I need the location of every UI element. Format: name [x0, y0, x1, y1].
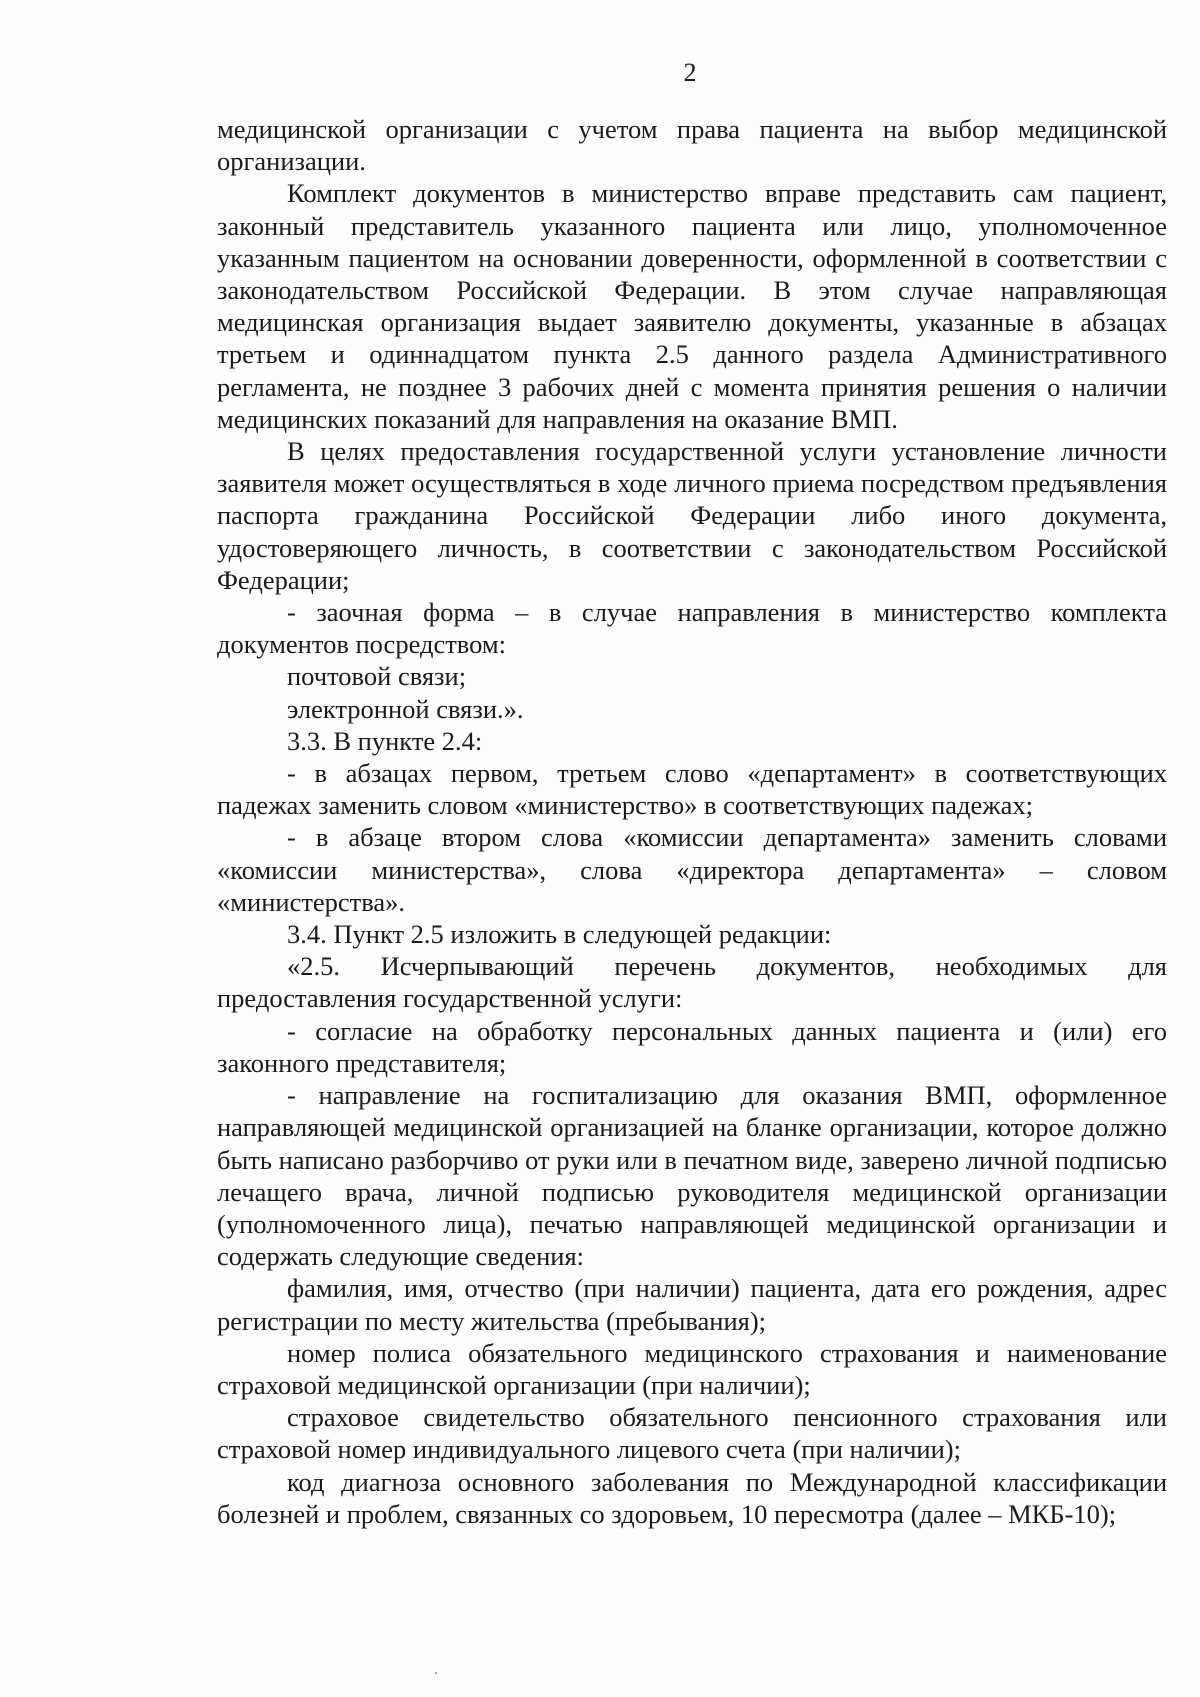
section-heading-3-4: 3.4. Пункт 2.5 изложить в следующей редакции:	[287, 919, 832, 950]
paragraph-identity: В целях предоставления государственной услуги установление личности заявителя может осуществляться в ходе личного приема посредством предъявления паспорта гражданина Российской Федерации либо иного документа, удостоверяющего личность, в соответствии с законодательством Российской Федерации;	[217, 436, 1167, 595]
page-number: 2	[683, 58, 697, 87]
list-item-referral: - направление на госпитализацию для оказания ВМП, оформленное направляющей медицинской организацией на бланке организации, которое должно быть написано разборчиво от руки или в печатном виде, заверено личной подписью лечащего врача, личной подписью руководителя медицинской организации (уполномоченного лица), печатью направляющей медицинской организации и содержать следующие сведения:	[217, 1080, 1167, 1272]
document-body	[217, 113, 1167, 1530]
list-item-patient-name: фамилия, имя, отчество (при наличии) пациента, дата его рождения, адрес регистрации по месту жительства (пребывания);	[217, 1273, 1167, 1336]
list-item-diagnosis-code: код диагноза основного заболевания по Международной классификации болезней и проблем, связанных со здоровьем, 10 пересмотра (далее – МКБ-10);	[217, 1466, 1167, 1529]
paragraph-document-set: Комплект документов в министерство вправе представить сам пациент, законный представитель указанного пациента или лицо, уполномоченное указанным пациентом на основании доверенности, оформленной в соответствии с законодательством Российской Федерации. В этом случае направляющая медицинская организация выдает заявителю документы, указанные в абзацах третьем и одиннадцатом пункта 2.5 данного раздела Административного регламента, не позднее 3 рабочих дней с момента принятия решения о наличии медицинских показаний для направления на оказание ВМП.	[217, 178, 1167, 434]
paragraph-continuation: медицинской организации с учетом права пациента на выбор медицинской организации.	[217, 114, 1167, 177]
list-item-electronic: электронной связи.».	[287, 693, 524, 724]
paragraph-correspondence-form: - заочная форма – в случае направления в министерство комплекта документов посредством:	[217, 597, 1167, 660]
paragraph-amendment-2: - в абзаце втором слова «комиссии департамента» заменить словами «комиссии министерства», слова «директора департамента» – словом «министерства».	[217, 822, 1167, 917]
scan-speck	[435, 1672, 437, 1674]
list-item-insurance-policy: номер полиса обязательного медицинского страхования и наименование страховой медицинской организации (при наличии);	[217, 1337, 1167, 1400]
paragraph-clause-2-5: «2.5. Исчерпывающий перечень документов, необходимых для предоставления государственной услуги:	[217, 951, 1167, 1014]
section-heading-3-3: 3.3. В пункте 2.4:	[287, 725, 483, 756]
list-item-postal: почтовой связи;	[287, 661, 467, 692]
paragraph-amendment-1: - в абзацах первом, третьем слово «департамент» в соответствующих падежах заменить словом «министерство» в соответствующих падежах;	[217, 758, 1167, 821]
list-item-consent: - согласие на обработку персональных данных пациента и (или) его законного представителя;	[217, 1015, 1167, 1078]
list-item-pension-certificate: страховое свидетельство обязательного пенсионного страхования или страховой номер индивидуального лицевого счета (при наличии);	[217, 1402, 1167, 1465]
